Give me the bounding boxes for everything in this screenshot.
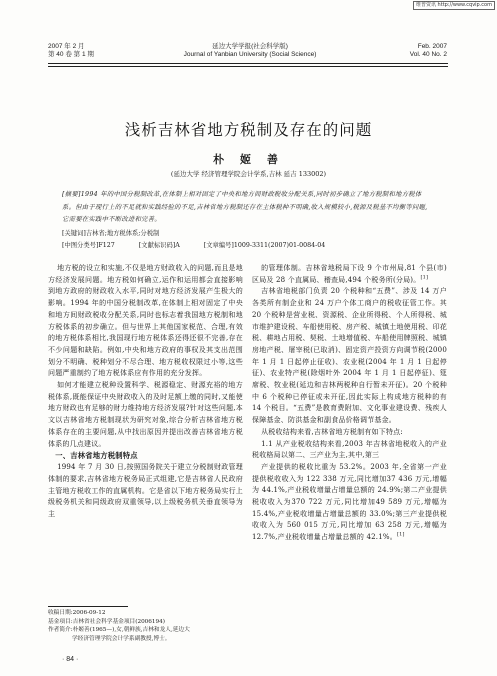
- article-title: 浅析吉林省地方税制及存在的问题: [124, 121, 373, 139]
- body-paragraph: [252, 263, 447, 286]
- paragraph-text: 的管理体制。吉林省地税局下设 9 个市州局,81 个县(市)区局及 28 个直属局、稽查局,494 个税务所(分局)。: [252, 264, 447, 284]
- received-date: 收稿日期:2006-09-12: [48, 610, 106, 616]
- header-volume: 第 40 卷 第 1 期: [48, 51, 94, 58]
- fund-project: 基金项目:吉林省社会科学基金项目(2006194): [48, 618, 165, 625]
- journal-name-en: Journal of Yanbian University (Social Science): [183, 51, 317, 58]
- left-column: [48, 263, 243, 521]
- abstract: [摘要]1994 年的中国分税制改革,在体制上相对固定了中央和地方间财政税收分配关系,同时初步确立了地方税制和地方税体系。但由于现行上的不足就和实践经验的不足,吉林省地方税制还存在主体税种不明确,收入规模较小,税源及税基不均衡等问题,它需要在实践中不断改进和完善。: [62, 191, 428, 223]
- body-paragraph: 地方税的设立和实施,不仅是地方财政收入的问题,而且是地方经济发展问题。地方税如何确立,运作和运用都会直接影响到地方政府的财政收入水平,同时对地方经济发展产生极大的影响。1994 年的中国分税制改革,在体制上相对固定了中央和地方间财政税收分配关系,同时也标志着我国地方税制和地方税体系的初步确立。但与世界上其他国家税范、合理,有效的地方税体系相比,我国现行地方税体系还得还很不完善,存在不少问题和缺陷。例如,中央和地方政府的事权及其支出范围划分不明确、税种划分不尽合理、地方税收权限过小等,这些问题严重制约了地方税体系应有作用的充分发挥。: [48, 264, 243, 378]
- body-paragraph: [252, 462, 447, 544]
- keywords: [关键词]吉林省;地方税体系;分税制: [62, 230, 160, 237]
- citation-ref[interactable]: [1]: [420, 274, 429, 281]
- header-center: [130, 43, 370, 59]
- header-rule-thick: [48, 63, 448, 64]
- header-rule-thin: [48, 66, 448, 67]
- body-paragraph: 吉林省地税部门负责 20 个税种和“五费”、涉及 14 万户各类所有制企业和 24 万户个体工商户的税收征管工作。其 20 个税种是营业税、资源税、企业所得税、个人所得税、城市维护建设税、车船使用税、房产税、城镇土地使用税、印花税、耕地占用税、契税、土地增值税、车船使用牌照税、城镇房地产税、屠宰税(已取消)、固定资产投资方向调节税(2000 年 1 月 1 日起停止征收)、农业税(2004 年 1 月 1 日起停征)、农业特产税(除烟叶外 2004 年 1 月 1 日起停征)、筵席税、牧业税(延边和吉林两税种自行暂未开征)。20 个税种中 6 个税种已停征或未开征,因此实际上构成地方税种的有 14 个税目。“五费”是教育费附加、文化事业建设费、残疾人保障基金、防洪基金和副食品价格调节基金。: [252, 287, 447, 425]
- author-bio: 作者简介:朴姬善(1965—),女,朝鲜族,吉林和龙人,延边大: [48, 627, 190, 633]
- footnote-rule: [48, 606, 128, 607]
- watermark-badge: 维普资讯 http://www.cqvip.com: [413, 1, 495, 10]
- right-column: [252, 263, 447, 544]
- body-paragraph: 从税收结构来看,吉林省地方税制有如下特点:: [261, 427, 403, 436]
- section-heading: 一、吉林省地方税制特点: [55, 451, 138, 461]
- header-date: 2007 年 2 月: [48, 43, 85, 50]
- header-left: [48, 43, 94, 59]
- citation-ref[interactable]: [1]: [396, 531, 405, 538]
- author-affiliation: (延边大学 经济管理学院会计学系,吉林 延吉 133002): [170, 170, 327, 178]
- body-paragraph: 如何才能建立税种设置科学、税源稳定、财源充裕的地方税体系,既能保证中央财政收入的及时足额上缴的同时,又能使地方财政也有足够的财力维持地方经济发展?针对这些问题,本文以吉林省地方税制现状为研究对象,综合分析吉林省地方税体系存在的主要问题,从中找出原因并提出改善吉林省地方税体系的几点建议。: [48, 381, 243, 448]
- journal-name-cn: 延边大学学报(社会科学版): [212, 43, 288, 50]
- paragraph-text: 产业提供的税收比重为 53.2%。2003 年,全省第一产业提供税收收入为 122 338 万元,同比增加37 436 万元,增幅为 44.1%,产业税收增量占增量总额的 24.9%;第二产业提供税收收入为370 722 万元,同比增加49 589 万元,增幅为 15.4%,产业税收增量占增量总额的 33.0%;第三产业提供税收收入为 560 015 万元,同比增加 63 258 万元,增幅为 12.7%,产业税收增量占增量总额的 42.1%。: [252, 462, 447, 542]
- article-author: 朴 姬 善: [213, 153, 284, 166]
- article-id: [文章编号]1009-3311(2007)01-0084-04: [203, 242, 326, 249]
- classification-line: [62, 241, 434, 250]
- document-code: [文献标识码]A: [138, 242, 180, 249]
- page-number: · 84 ·: [62, 656, 79, 663]
- author-bio-cont: 学经济管理学院会计学系副教授,博士。: [72, 635, 171, 642]
- header-right: [410, 43, 447, 59]
- subsection-paragraph: 1.1 从产业税收结构来看,2003 年吉林省地税收入的产业税收格局以第二、三产业为主,其中,第三: [252, 439, 447, 460]
- clc-number: [中图分类号]F127: [62, 242, 115, 249]
- footnotes: [48, 609, 248, 643]
- body-paragraph: 1994 年 7 月 30 日,按照国务院关于建立分税制财政管理体制的要求,吉林省地方税务局正式组建,它是吉林省人民政府主管地方税收工作的直属机构。它是省以下地方税务局实行上级税务机关和同级政府双重领导,以上级税务机关垂直领导为主: [48, 463, 243, 519]
- header-date-en: Feb. 2007: [417, 43, 447, 50]
- header-volume-en: Vol. 40 No. 2: [409, 51, 447, 58]
